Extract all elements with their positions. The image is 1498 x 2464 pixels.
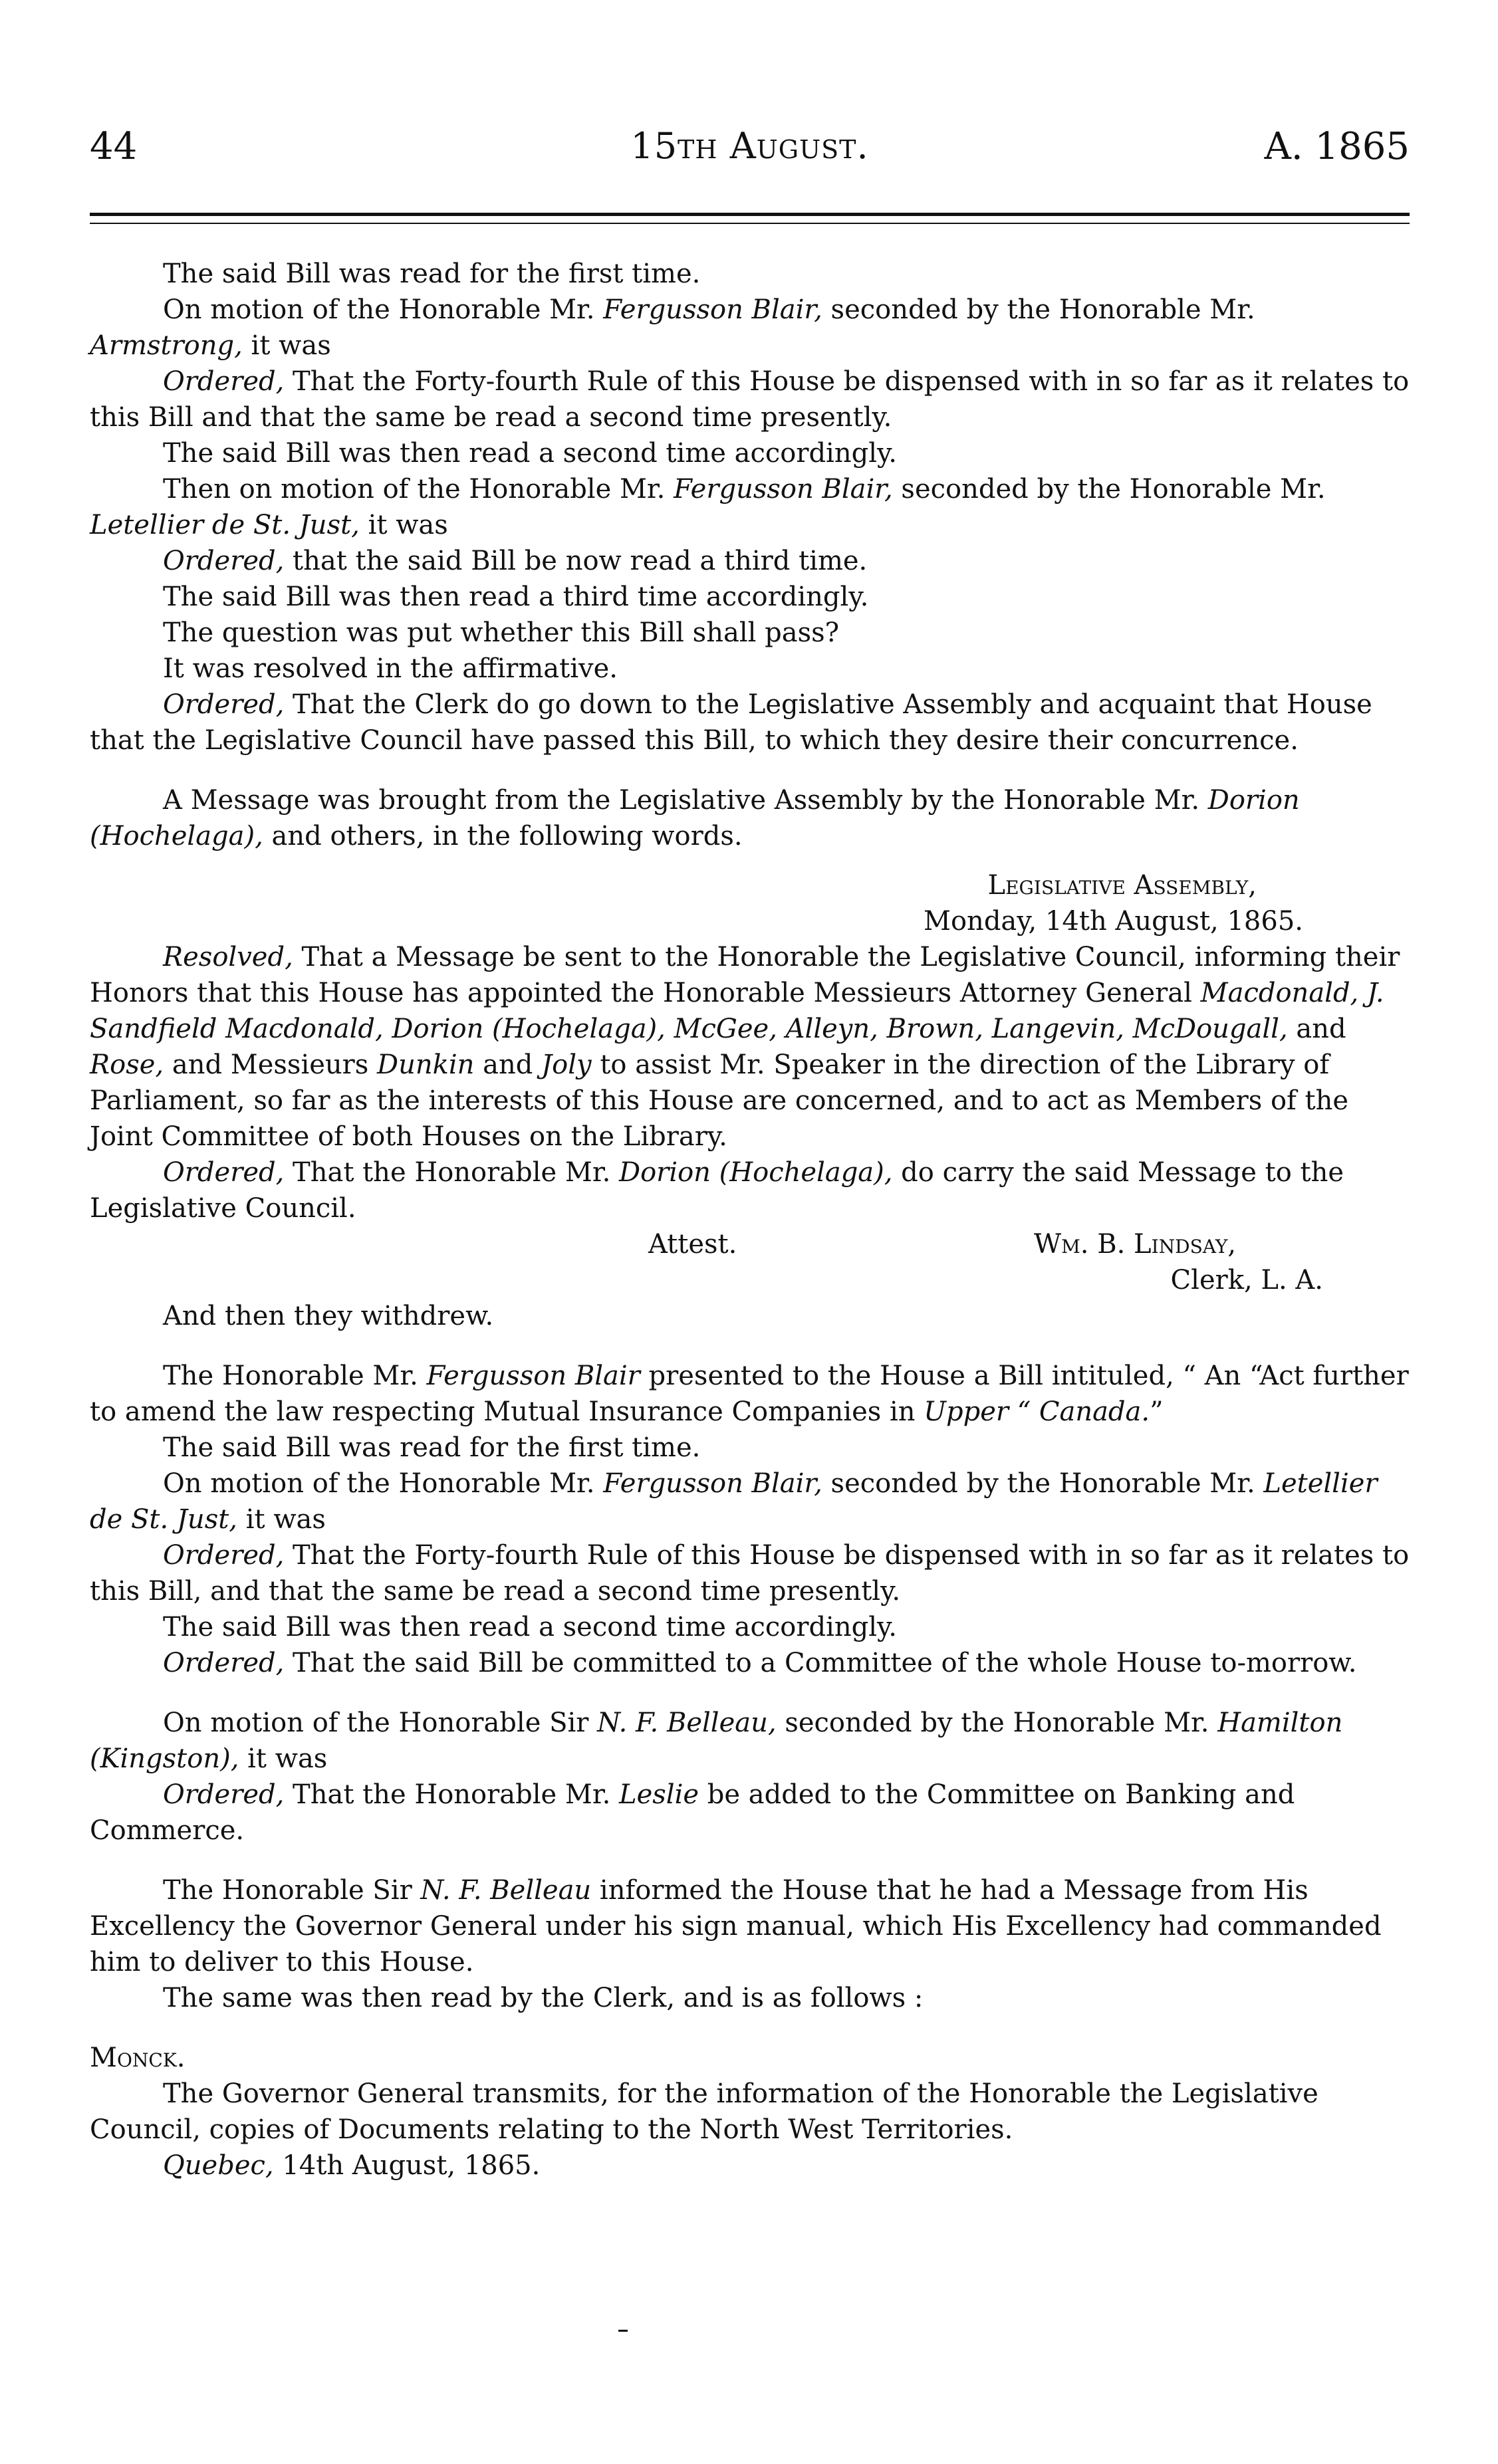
signature-monck: Monck. [90,2043,186,2073]
paragraph: The said Bill was then read a second time accordingly. [163,438,898,469]
paragraph: Ordered, That the Clerk do go down to the Legislative Assembly and acquaint that House that the Legislative Council have passed this Bill, to which they desire their concurrence. [90,689,1372,756]
page-header [90,125,1410,185]
header-rule-thin [90,223,1410,224]
paragraph: Ordered, that the said Bill be now read a third time. [163,546,868,576]
message-date: Monday, 14th August, 1865. [924,906,1303,937]
paragraph: Resolved, That a Message be sent to the Honorable the Legislative Council, informing their Honors that this House has appointed the Honorable Messieurs Attorney General Macdonald, J. Sandfield Macdonald, Dorion (Hochelaga), McGee, Alleyn, Brown, Langevin, McDougall, and Rose, and Messieurs Dunkin and Joly to assist Mr. Speaker in the direction of the Library of Parliament, so far as the interests of this House are concerned, and to act as Members of the Joint Committee of both Houses on the Library. [90,942,1400,1152]
paragraph: The said Bill was then read a third time accordingly. [163,582,869,612]
paragraph: Ordered, That the Forty-fourth Rule of this House be dispensed with in so far as it relates to this Bill and that the same be read a second time presently. [90,366,1410,433]
attest-label: Attest. [648,1229,737,1260]
paragraph: The Honorable Mr. Fergusson Blair presented to the House a Bill intituled, “ An “Act further to amend the law respecting Mutual Insurance Companies in Upper “ Canada.” [90,1361,1409,1427]
paragraph: The said Bill was then read a second time accordingly. [163,1612,898,1642]
page-body [90,256,1410,2184]
paragraph: Ordered, That the said Bill be committed to a Committee of the whole House to-morrow. [163,1648,1357,1678]
paragraph: And then they withdrew. [163,1301,494,1331]
paragraph: Quebec, 14th August, 1865. [163,2150,541,2181]
paragraph: The same was then read by the Clerk, and is as follows : [163,1983,924,2013]
paragraph: Ordered, That the Honorable Mr. Dorion (Hochelaga), do carry the said Message to the Legislative Council. [90,1157,1344,1224]
header-rule-thick [90,213,1410,216]
paragraph: On motion of the Honorable Mr. Fergusson Blair, seconded by the Honorable Mr. Letellier de St. Just, it was [90,1468,1378,1535]
page-number: 44 [90,125,138,168]
page-year: A. 1865 [1264,125,1410,168]
attestation [90,1226,1410,1262]
footer-mark [618,2330,628,2332]
paragraph: Ordered, That the Honorable Mr. Leslie be added to the Committee on Banking and Commerce. [90,1779,1295,1846]
paragraph: Ordered, That the Forty-fourth Rule of this House be dispensed with in so far as it relates to this Bill, and that the same be read a second time presently. [90,1540,1410,1607]
paragraph: It was resolved in the affirmative. [163,653,618,684]
paragraph: On motion of the Honorable Sir N. F. Belleau, seconded by the Honorable Mr. Hamilton (Kingston), it was [90,1708,1343,1774]
paragraph: Then on motion of the Honorable Mr. Fergusson Blair, seconded by the Honorable Mr. Letellier de St. Just, it was [90,474,1326,540]
paragraph: The said Bill was read for the first time. [163,1432,701,1463]
message-heading: Legislative Assembly, [987,870,1257,901]
signatory: Wm. B. Lindsay, [1034,1229,1237,1260]
paragraph: The Governor General transmits, for the information of the Honorable the Legislative Council, copies of Documents relating to the North West Territories. [90,2078,1318,2145]
paragraph: The question was put whether this Bill shall pass? [163,617,840,648]
paragraph: The Honorable Sir N. F. Belleau informed the House that he had a Message from His Excellency the Governor General under his sign manual, which His Excellency had commanded him to deliver to this House. [90,1875,1382,1977]
clerk-title: Clerk, L. A. [1170,1265,1323,1295]
paragraph: A Message was brought from the Legislative Assembly by the Honorable Mr. Dorion (Hochelaga), and others, in the following words. [90,785,1300,851]
page-title: 15th August. [630,125,869,167]
paragraph: The said Bill was read for the first time. [163,259,701,289]
paragraph: On motion of the Honorable Mr. Fergusson Blair, seconded by the Honorable Mr. Armstrong, it was [90,294,1255,361]
